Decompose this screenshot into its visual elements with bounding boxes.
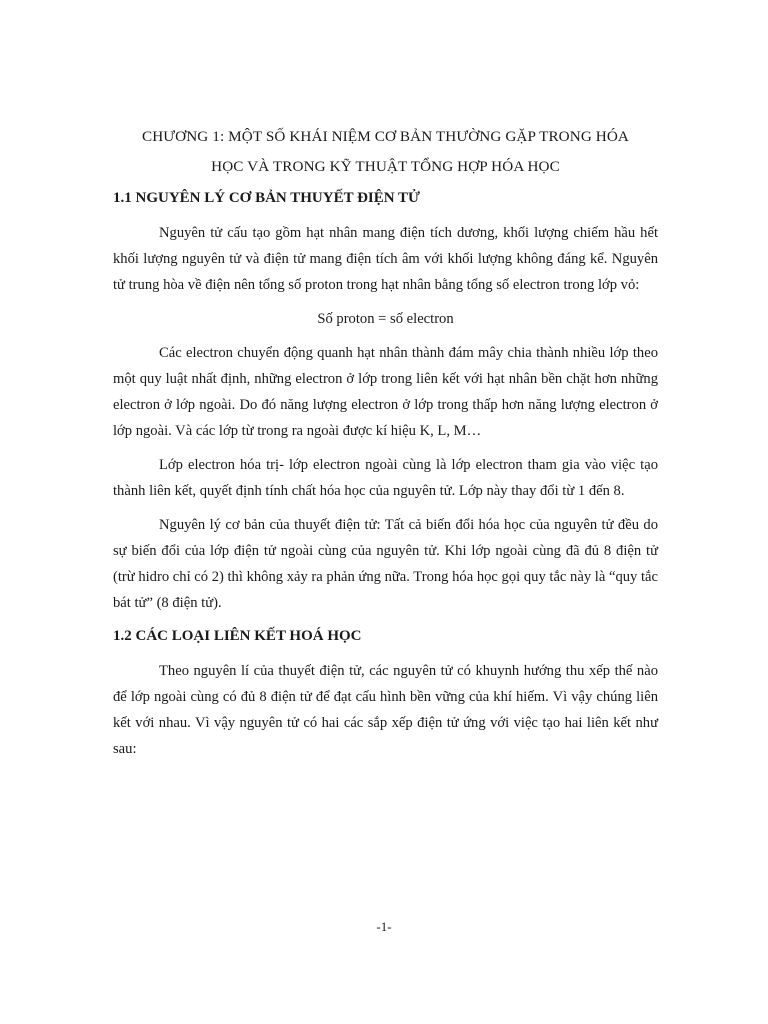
paragraph-octet-rule: Nguyên lý cơ bản của thuyết điện tử: Tất cả biến đổi hóa học của nguyên tử đều do sự biến đổi của lớp điện tử ngoài cùng của nguyên tử. Khi lớp ngoài cùng đã đủ 8 điện tử (trừ hidro chỉ có 2) thì không xảy ra phản ứng nữa. Trong hóa học gọi quy tắc này là “quy tắc bát tử” (8 điện tử). — [113, 517, 658, 611]
chapter-title-line1: CHƯƠNG 1: MỘT SỐ KHÁI NIỆM CƠ BẢN THƯỜNG GẶP TRONG HÓA — [141, 128, 629, 145]
paragraph-valence-shell: Lớp electron hóa trị- lớp electron ngoài cùng là lớp electron tham gia vào việc tạo thành liên kết, quyết định tính chất hóa học của nguyên tử. Lớp này thay đổi từ 1 đến 8. — [113, 457, 658, 499]
chapter-title-line2: HỌC VÀ TRONG KỸ THUẬT TỔNG HỢP HÓA HỌC — [211, 158, 560, 175]
formula-proton-electron: Số proton = số electron — [317, 311, 454, 327]
page-number: -1- — [376, 919, 392, 934]
section-heading-1-2: 1.2 CÁC LOẠI LIÊN KẾT HOÁ HỌC — [113, 628, 362, 644]
paragraph-electron-shells: Các electron chuyển động quanh hạt nhân thành đám mây chia thành nhiều lớp theo một quy luật nhất định, những electron ở lớp trong liên kết với hạt nhân bền chặt hơn những electron ở lớp ngoài. Do đó năng lượng electron ở lớp trong thấp hơn năng lượng electron ở lớp ngoài. Và các lớp từ trong ra ngoài được kí hiệu K, L, M… — [113, 345, 658, 439]
paragraph-bond-types: Theo nguyên lí của thuyết điện tử, các nguyên tử có khuynh hướng thu xếp thế nào để lớp ngoài cùng có đủ 8 điện tử để đạt cấu hình bền vững của khí hiếm. Vì vậy chúng liên kết với nhau. Vì vậy nguyên tử có hai các sắp xếp điện tử ứng với việc tạo hai liên kết như sau: — [113, 663, 658, 757]
section-heading-1-1: 1.1 NGUYÊN LÝ CƠ BẢN THUYẾT ĐIỆN TỬ — [113, 190, 420, 206]
paragraph-atom-structure: Nguyên tử cấu tạo gồm hạt nhân mang điện tích dương, khối lượng chiếm hầu hết khối lượng nguyên tử và điện tử mang điện tích âm với khối lượng không đáng kể. Nguyên tử trung hòa về điện nên tổng số proton trong hạt nhân bằng tổng số electron trong lớp vỏ: — [113, 225, 658, 293]
chapter-title — [113, 122, 658, 182]
